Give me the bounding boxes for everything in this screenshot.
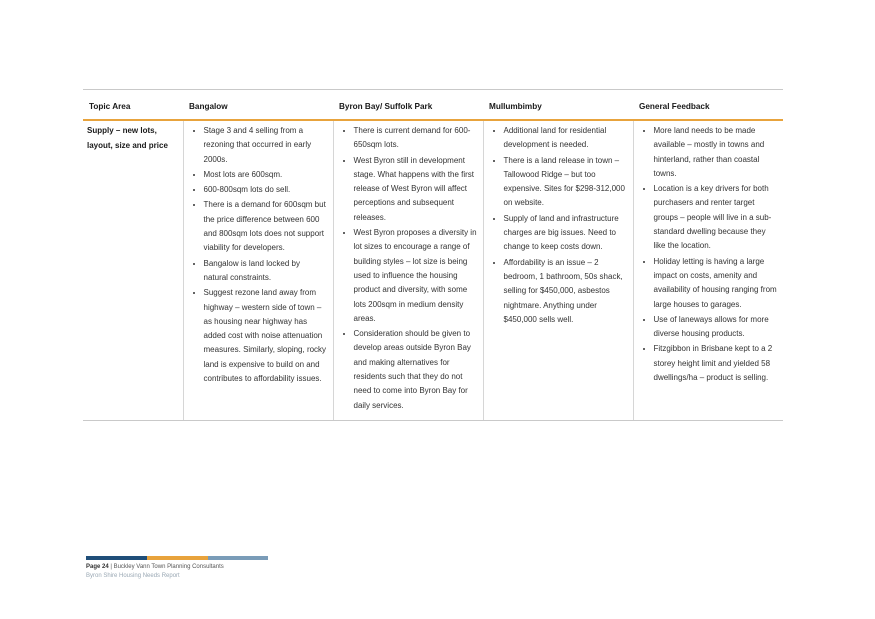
- footer-bar-segment-orange: [147, 556, 208, 560]
- consultant-name: Buckley Vann Town Planning Consultants: [113, 564, 224, 570]
- list-item: • Supply of land and infrastructure charges are big issues. Need to change to keep costs down.: [504, 212, 627, 255]
- page-number: Page 24: [86, 564, 109, 570]
- byron-bay-list: [340, 124, 477, 413]
- footer-bar-segment-blue: [86, 556, 147, 560]
- footer-separator: |: [108, 564, 114, 570]
- bangalow-cell: [183, 120, 333, 420]
- table-header-row: [83, 96, 783, 120]
- list-item: • There is a demand for 600sqm but the price difference between 600 and 800sqm lots does not support viability for developers.: [204, 198, 327, 255]
- list-item: • More land needs to be made available – mostly in towns and hinterland, rather than coastal towns.: [654, 124, 778, 181]
- table-row: [83, 120, 783, 420]
- header-mullumbimby: Mullumbimby: [483, 96, 633, 120]
- general-feedback-cell: [633, 120, 783, 420]
- list-item: • Fitzgibbon in Brisbane kept to a 2 storey height limit and yielded 58 dwellings/ha – product is selling.: [654, 342, 778, 385]
- header-general-feedback: General Feedback: [633, 96, 783, 120]
- list-item: • West Byron proposes a diversity in lot sizes to encourage a range of building styles – lot size is being used to influence the housing product and diversity, with some lots 200sqm in medium density areas.: [354, 226, 477, 326]
- mullumbimby-list: [490, 124, 627, 327]
- header-byron-bay: Byron Bay/ Suffolk Park: [333, 96, 483, 120]
- list-item: • Affordability is an issue – 2 bedroom, 1 bathroom, 50s shack, selling for $450,000, asbestos nightmare. Anything under $450,000 sells well.: [504, 256, 627, 327]
- list-item: • Additional land for residential development is needed.: [504, 124, 627, 153]
- list-item: • There is a land release in town – Tallowood Ridge – but too expensive. Sites for $298-312,000 on website.: [504, 154, 627, 211]
- report-title: Byron Shire Housing Needs Report: [86, 573, 180, 579]
- list-item: • Suggest rezone land away from highway – western side of town – as housing near highway has added cost with noise attenuation measures. Similarly, sloping, rocky land is expensive to build on and contributes to affordability issues.: [204, 286, 327, 386]
- mullumbimby-cell: [483, 120, 633, 420]
- footer-page-line: [86, 564, 224, 570]
- byron-bay-cell: [333, 120, 483, 420]
- list-item: • There is current demand for 600-650sqm lots.: [354, 124, 477, 153]
- housing-needs-table: [83, 96, 783, 421]
- bangalow-list: [190, 124, 327, 386]
- list-item: • West Byron still in development stage. What happens with the first release of West Byron will affect perceptions and subsequent releases.: [354, 154, 477, 225]
- header-bangalow: Bangalow: [183, 96, 333, 120]
- general-feedback-list: [640, 124, 778, 385]
- header-topic-area: Topic Area: [83, 96, 183, 120]
- list-item: • Bangalow is land locked by natural constraints.: [204, 257, 327, 286]
- table-top-rule: [83, 89, 783, 90]
- list-item: • Most lots are 600sqm.: [204, 168, 327, 182]
- list-item: • Location is a key drivers for both purchasers and renter target groups – people will live in a sub-standard dwelling because they like the location.: [654, 182, 778, 253]
- list-item: • Holiday letting is having a large impact on costs, amenity and availability of housing ranging from large houses to garages.: [654, 255, 778, 312]
- topic-cell: Supply – new lots, layout, size and price: [83, 120, 183, 420]
- footer-color-bar: [86, 556, 268, 560]
- list-item: • Consideration should be given to develop areas outside Byron Bay and making alternatives for residents such that they do not need to come into Byron Bay for daily services.: [354, 327, 477, 413]
- list-item: • Use of laneways allows for more diverse housing products.: [654, 313, 778, 342]
- list-item: • 600-800sqm lots do sell.: [204, 183, 327, 197]
- footer-bar-segment-grey: [208, 556, 268, 560]
- list-item: • Stage 3 and 4 selling from a rezoning that occurred in early 2000s.: [204, 124, 327, 167]
